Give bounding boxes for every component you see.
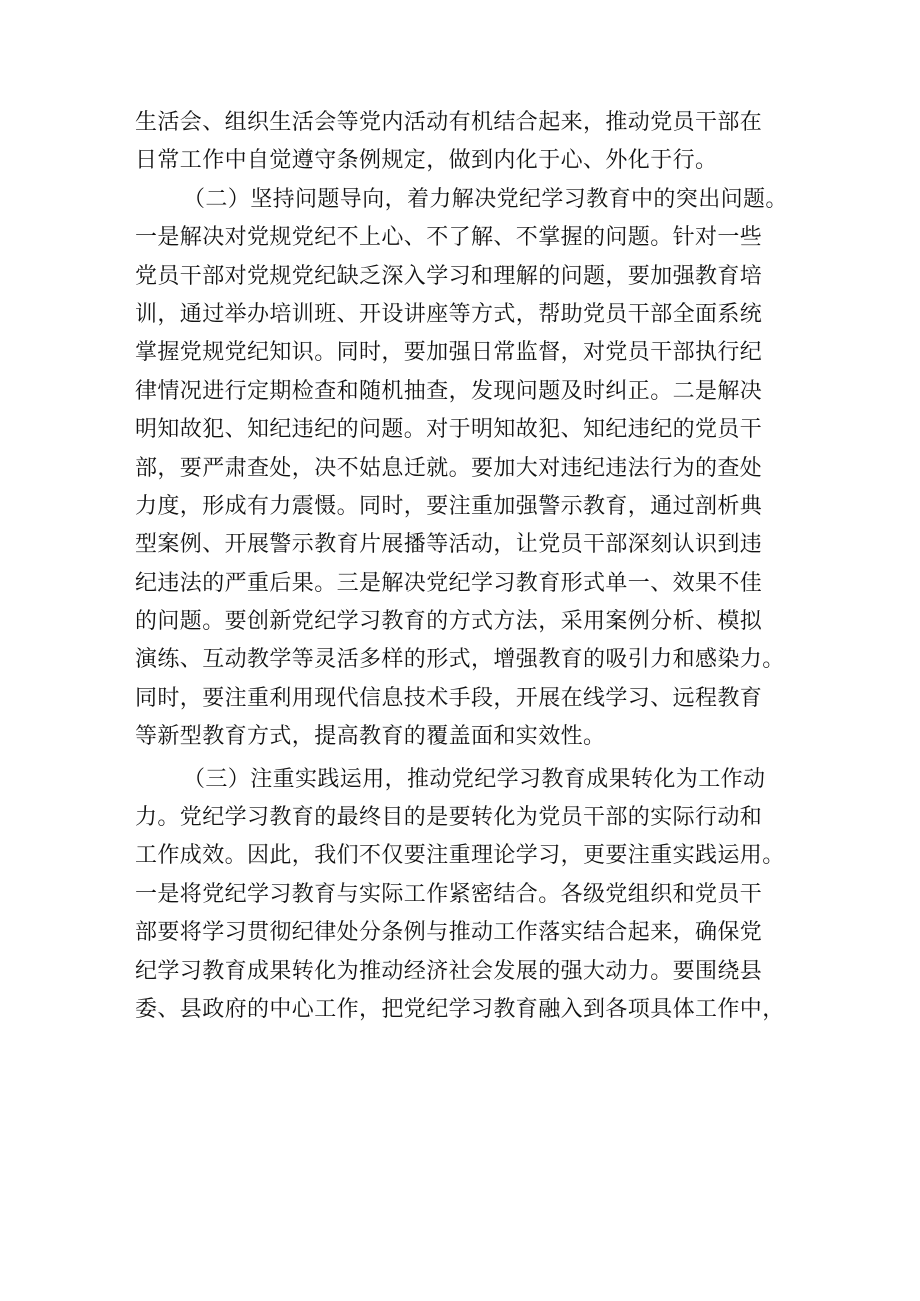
section-heading-line: （三）注重实践运用，推动党纪学习教育成果转化为工作动: [183, 766, 766, 792]
text-line: 律情况进行定期检查和随机抽查，发现问题及时纠正。二是解决: [135, 378, 763, 404]
text-line: 一是将党纪学习教育与实际工作紧密结合。各级党组织和党员干: [135, 881, 763, 907]
paragraph-section-2: [135, 181, 800, 757]
text-line: 等新型教育方式，提高教育的覆盖面和实效性。: [135, 724, 606, 750]
text-line: 委、县政府的中心工作，把党纪学习教育融入到各项具体工作中，: [135, 996, 785, 1022]
text-line: 日常工作中自觉遵守条例规定，做到内化于心、外化于行。: [135, 148, 718, 174]
text-line: 部要将学习贯彻纪律处分条例与推动工作落实结合起来，确保党: [135, 920, 763, 946]
text-line: 训，通过举办培训班、开设讲座等方式，帮助党员干部全面系统: [135, 301, 763, 327]
text-line: 的问题。要创新党纪学习教育的方式方法，采用案例分析、模拟: [135, 609, 763, 635]
paragraph-continuation: [135, 104, 800, 181]
text-line: 演练、互动教学等灵活多样的形式，增强教育的吸引力和感染力。: [135, 647, 785, 673]
section-heading-line: （二）坚持问题导向，着力解决党纪学习教育中的突出问题。: [183, 186, 788, 212]
text-line: 部，要严肃查处，决不姑息迁就。要加大对违纪违法行为的查处: [135, 455, 763, 481]
text-line: 力度，形成有力震慑。同时，要注重加强警示教育，通过剖析典: [135, 493, 763, 519]
text-line: 型案例、开展警示教育片展播等活动，让党员干部深刻认识到违: [135, 532, 763, 558]
text-line: 工作成效。因此，我们不仅要注重理论学习，更要注重实践运用。: [135, 843, 785, 869]
text-line: 明知故犯、知纪违纪的问题。对于明知故犯、知纪违纪的党员干: [135, 417, 763, 443]
text-line: 纪学习教育成果转化为推动经济社会发展的强大动力。要围绕县: [135, 958, 763, 984]
text-line: 纪违法的严重后果。三是解决党纪学习教育形式单一、效果不佳: [135, 570, 763, 596]
text-line: 生活会、组织生活会等党内活动有机结合起来，推动党员干部在: [135, 110, 763, 135]
text-line: 党员干部对党规党纪缺乏深入学习和理解的问题，要加强教育培: [135, 263, 763, 289]
body-text: [135, 104, 800, 1029]
text-line: 掌握党规党纪知识。同时，要加强日常监督，对党员干部执行纪: [135, 340, 763, 366]
text-line: 同时，要注重利用现代信息技术手段，开展在线学习、远程教育: [135, 685, 763, 711]
paragraph-section-3: [135, 761, 800, 1030]
text-line: 一是解决对党规党纪不上心、不了解、不掌握的问题。针对一些: [135, 225, 763, 251]
text-line: 力。党纪学习教育的最终目的是要转化为党员干部的实际行动和: [135, 805, 763, 831]
